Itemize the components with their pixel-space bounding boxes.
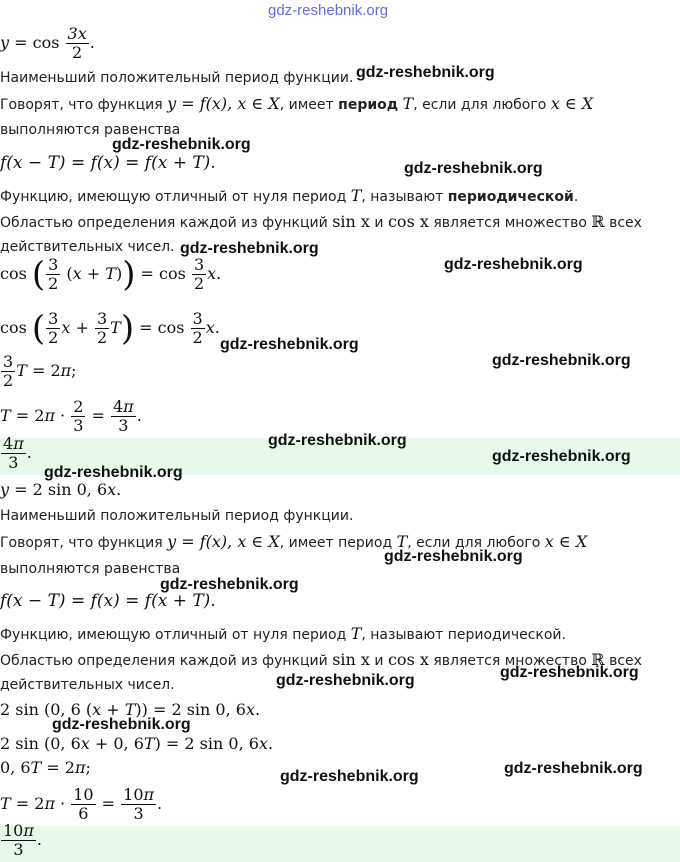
watermark: gdz-reshebnik.org [268,432,407,449]
domain-line-4: действительных чисел. [0,677,175,693]
watermark: gdz-reshebnik.org [112,136,251,153]
step-1-4: T = 2π · $\frac{2}{3}$ = $\frac{4\pi}{3}$ . [0,397,142,435]
function-1: y = cos $\frac{3x}{2}$ . [0,24,95,62]
watermark: gdz-reshebnik.org [444,256,583,273]
watermark: gdz-reshebnik.org [384,548,523,565]
equality-1: f(x − T) = f(x) = f(x + T). [0,153,216,173]
definition-line-2: выполняются равенства [0,122,181,138]
step-2-4: T = 2π · $\frac{10}{6}$ = $\frac{10\pi}{3}$ . [0,785,163,823]
watermark: gdz-reshebnik.org [44,464,183,481]
heading-1: Наименьший положительный период функции. [0,70,354,86]
periodic-definition-2: Функцию, имеющую отличный от нуля период T, называют периодической. [0,624,566,643]
step-1-3: $\frac{3}{2}$ T = 2π; [3,352,77,390]
answer-highlight-2 [0,826,680,862]
watermark-top: gdz-reshebnik.org [268,2,389,19]
answer-1: $\frac{4\pi}{3}$ . [3,434,32,472]
watermark: gdz-reshebnik.org [276,672,415,689]
step-2-2: 2 sin (0, 6x + 0, 6T) = 2 sin 0, 6x. [0,734,274,753]
watermark: gdz-reshebnik.org [356,64,495,81]
domain-line-2: действительных чисел. [0,239,175,255]
step-1-1: cos ( $\frac{3}{2}$ (x + T)) = cos $\frac{3}{2}$ x. [0,254,222,295]
watermark: gdz-reshebnik.org [500,664,639,681]
step-2-1: 2 sin (0, 6 (x + T)) = 2 sin 0, 6x. [0,700,261,719]
watermark: gdz-reshebnik.org [220,336,359,353]
periodic-definition-1: Функцию, имеющую отличный от нуля период T, называют периодической. [0,186,579,205]
step-1-2: cos ( $\frac{3}{2}$ x + $\frac{3}{2}$ T) = cos $\frac{3}{2}$ x. [0,308,220,349]
domain-line-3: Областью определения каждой из функций sin x и cos x является множество ℝ всех [0,650,642,669]
watermark: gdz-reshebnik.org [504,760,643,777]
answer-2: $\frac{10\pi}{3}$ . [3,821,42,859]
heading-2: Наименьший положительный период функции. [0,508,354,524]
watermark: gdz-reshebnik.org [180,240,319,257]
definition-line-4: выполняются равенства [0,561,181,577]
domain-line-1: Областью определения каждой из функций sin x и cos x является множество ℝ всех [0,212,642,231]
watermark: gdz-reshebnik.org [280,768,419,785]
equality-2: f(x − T) = f(x) = f(x + T). [0,591,216,611]
watermark: gdz-reshebnik.org [52,716,191,733]
watermark: gdz-reshebnik.org [492,448,631,465]
watermark: gdz-reshebnik.org [160,576,299,593]
watermark: gdz-reshebnik.org [492,352,631,369]
step-2-3: 0, 6T = 2π; [0,758,91,777]
watermark: gdz-reshebnik.org [404,160,543,177]
definition-line-1: Говорят, что функция y = f(x), x ∈ X, имеет период T, если для любого x ∈ X [0,94,594,113]
definition-line-3: Говорят, что функция y = f(x), x ∈ X, имеет период T, если для любого x ∈ X [0,532,588,551]
function-2: y = 2 sin 0, 6x. [0,480,122,499]
